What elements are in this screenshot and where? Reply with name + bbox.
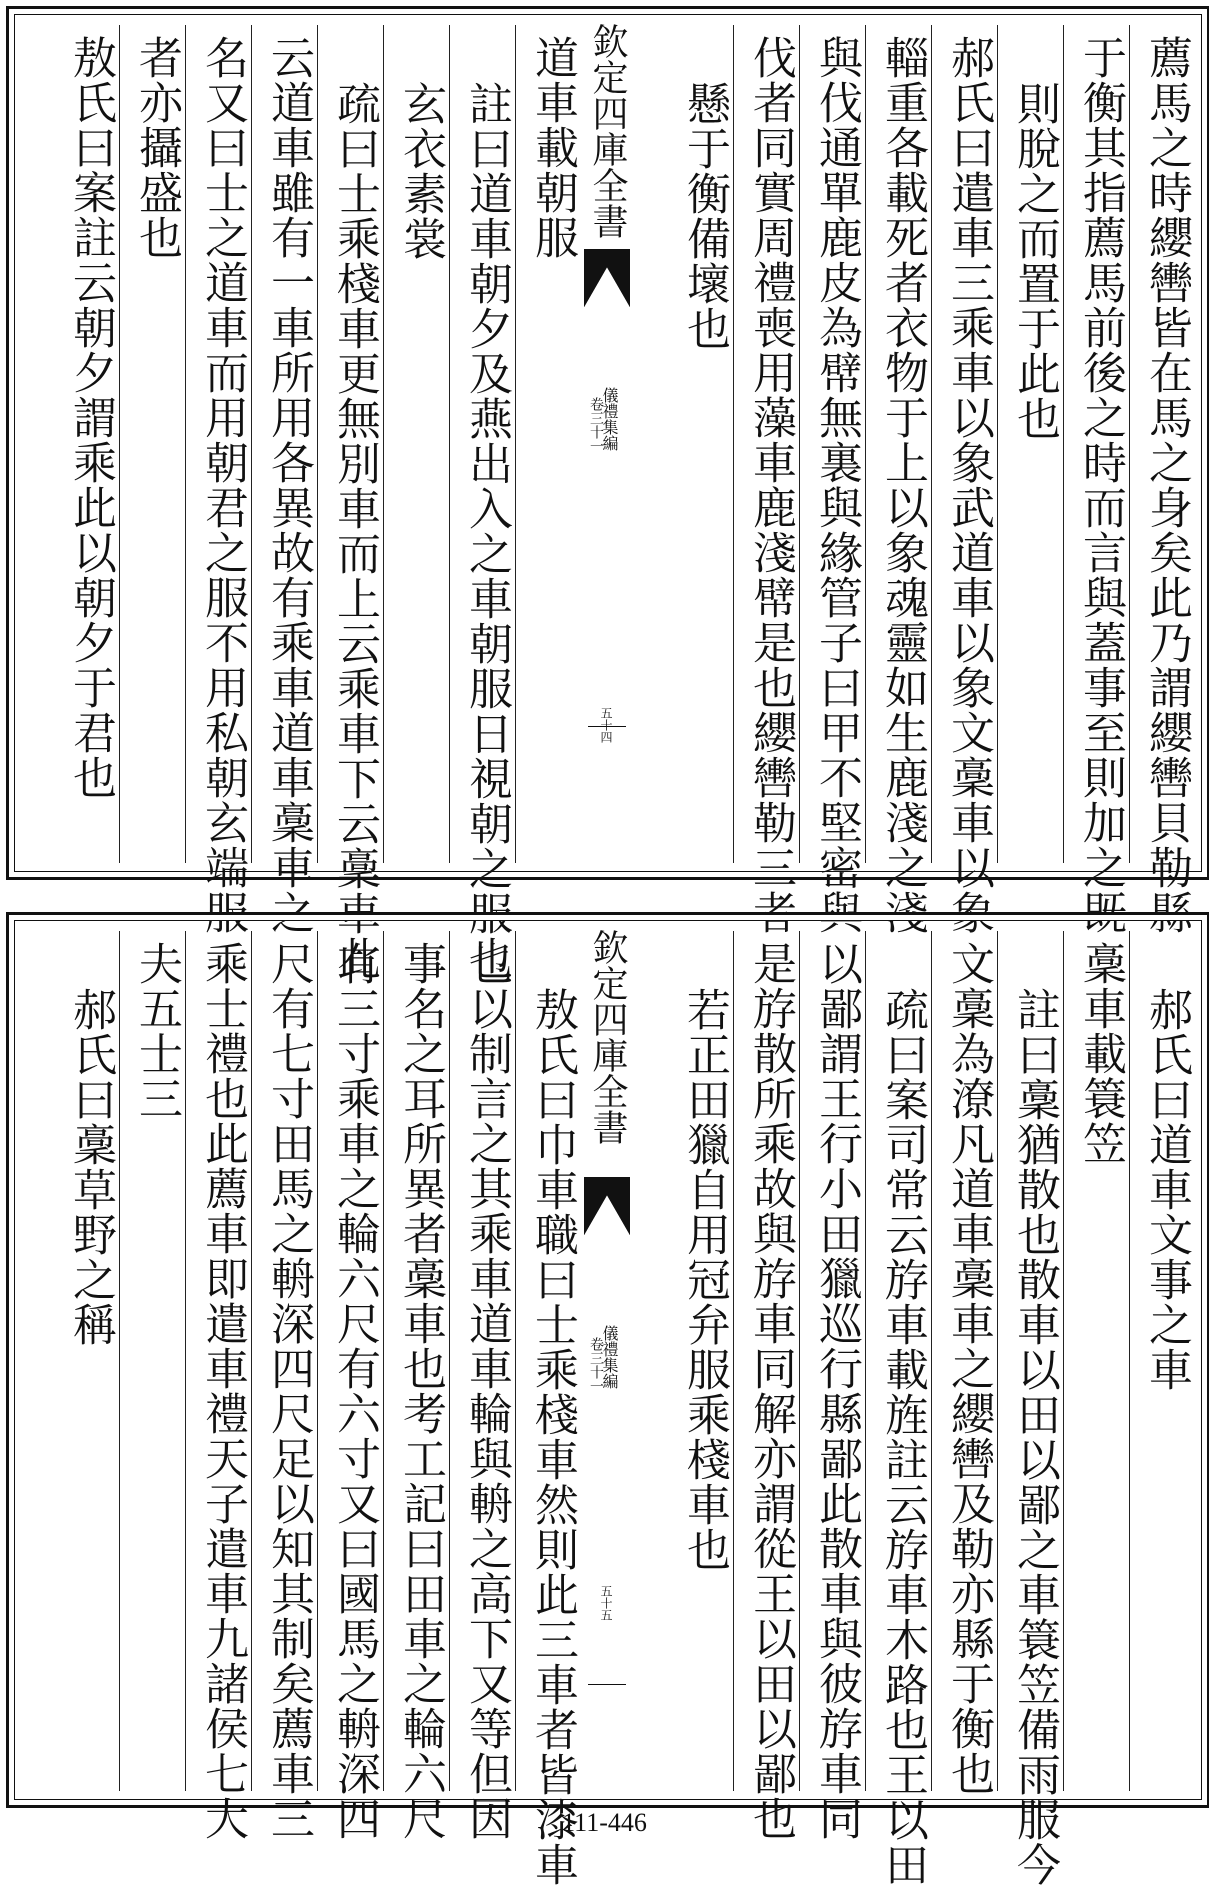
column-text: 郝氏曰稾草野之稱 — [65, 987, 116, 1347]
text-column — [515, 931, 581, 1887]
column-text: 與伐通單鹿皮為幦無裏與緣管子曰甲不堅密與 — [811, 35, 862, 935]
text-column — [931, 25, 997, 935]
text-column — [185, 25, 251, 935]
text-column — [865, 931, 931, 1887]
text-column — [53, 931, 119, 1791]
column-text: 懸于衡備壞也 — [679, 81, 730, 351]
column-text: 疏曰案司常云斿車載旌註云斿車木路也王以田 — [877, 987, 928, 1887]
column-text: 郝氏曰遣車三乘車以象武道車以象文稾車以象 — [943, 35, 994, 935]
column-text: 伐者同實周禮喪用藻車鹿淺幦是也纓轡勒三者 — [745, 35, 796, 935]
text-column — [119, 25, 185, 863]
column-text: 輜重各載死者衣物于上以象魂靈如生鹿淺之淺 — [877, 35, 928, 935]
column-text: 文稾為潦凡道車稾車之纓轡及勒亦縣于衡也 — [943, 941, 994, 1796]
text-column — [317, 931, 383, 1841]
text-column — [667, 25, 733, 863]
fishtail-ornament — [584, 1177, 630, 1247]
column-text: 註曰稾猶散也散車以田以鄙之車簑笠備雨服今 — [1009, 987, 1060, 1887]
spine-title: 欽定四庫全書 — [587, 929, 628, 1145]
text-column — [931, 931, 997, 1796]
column-text: 云道車雖有一車所用各異故有乘車道車稾車之 — [263, 35, 314, 935]
text-column — [449, 931, 515, 1841]
text-column — [317, 25, 383, 981]
text-column — [1063, 25, 1129, 935]
column-text: 則脫之而置于此也 — [1009, 81, 1060, 441]
upper-page — [6, 6, 1209, 981]
spine-page-number: 五十五 — [599, 1585, 613, 1621]
column-text: 也以制言之其乘車道車輪與輈之高下又等但因 — [461, 941, 512, 1841]
column-text: 是斿散所乘故與斿車同解亦謂從王以田以鄙也 — [745, 941, 796, 1841]
text-column — [997, 931, 1063, 1887]
column-text: 名又曰士之道車而用朝君之服不用私朝玄端服 — [197, 35, 248, 935]
column-text: 有三寸乘車之輪六尺有六寸又曰國馬之輈深四 — [329, 941, 380, 1841]
text-column — [383, 25, 449, 863]
column-text: 事名之耳所異者稾車也考工記曰田車之輪六尺 — [395, 941, 446, 1841]
text-column — [997, 25, 1063, 863]
text-column — [251, 931, 317, 1841]
spine-title: 欽定四庫全書 — [587, 23, 628, 239]
fishtail-ornament — [584, 249, 630, 319]
lower-spine — [584, 925, 630, 1795]
text-column — [1063, 931, 1129, 1791]
column-text: 乘士禮也此薦車即遣車禮天子遣車九諸侯七大 — [197, 941, 248, 1841]
text-column — [799, 931, 865, 1841]
text-column — [865, 25, 931, 935]
spine-divider — [588, 1684, 626, 1685]
column-text: 以鄙謂王行小田獵巡行縣鄙此散車與彼斿車同 — [811, 941, 862, 1841]
page-code: 111-446 — [562, 1808, 647, 1837]
column-text: 註曰道車朝夕及燕出入之車朝服日視朝之服也 — [461, 81, 512, 981]
column-text: 若正田獵自用冠弁服乘棧車也 — [679, 987, 730, 1572]
column-text: 于衡其指薦馬前後之時而言與蓋事至則加之既 — [1075, 35, 1126, 935]
text-column — [251, 25, 317, 935]
column-text: 薦馬之時纓轡皆在馬之身矣此乃謂纓轡貝勒縣 — [1141, 35, 1192, 935]
text-column — [449, 25, 515, 981]
spine-volume: 卷三十一 — [588, 1337, 604, 1393]
text-column — [733, 931, 799, 1841]
text-column — [1129, 25, 1195, 935]
spine-book-title: 儀禮集編 — [600, 387, 619, 451]
column-text: 郝氏曰道車文事之車 — [1141, 987, 1192, 1392]
column-text: 玄衣素裳 — [395, 81, 446, 261]
column-text: 道車載朝服 — [527, 35, 578, 260]
spine-divider — [588, 726, 626, 727]
text-column — [1129, 931, 1195, 1791]
spine-volume: 卷三十一 — [588, 397, 604, 453]
text-column — [733, 25, 799, 935]
text-column — [383, 931, 449, 1841]
column-text: 尺有七寸田馬之輈深四尺足以知其制矣薦車三 — [263, 941, 314, 1841]
upper-spine — [584, 19, 630, 867]
column-text: 者亦攝盛也 — [131, 35, 182, 260]
column-text: 夫五士三 — [131, 941, 182, 1121]
text-column — [799, 25, 865, 935]
spine-page-number: 五十四 — [599, 707, 613, 743]
text-column — [667, 931, 733, 1791]
text-column — [515, 25, 581, 863]
spine-book-title: 儀禮集編 — [600, 1325, 619, 1389]
column-text: 稾車載簑笠 — [1075, 941, 1126, 1166]
text-column — [119, 931, 185, 1791]
column-text: 敖氏曰案註云朝夕謂乘此以朝夕于君也 — [65, 35, 116, 800]
column-text: 敖氏曰巾車職曰士乘棧車然則此三車者皆漆車 — [527, 987, 578, 1887]
column-text: 疏曰士乘棧車更無別車而上云乘車下云稾車此 — [329, 81, 380, 981]
text-column — [53, 25, 119, 863]
text-column — [185, 931, 251, 1841]
